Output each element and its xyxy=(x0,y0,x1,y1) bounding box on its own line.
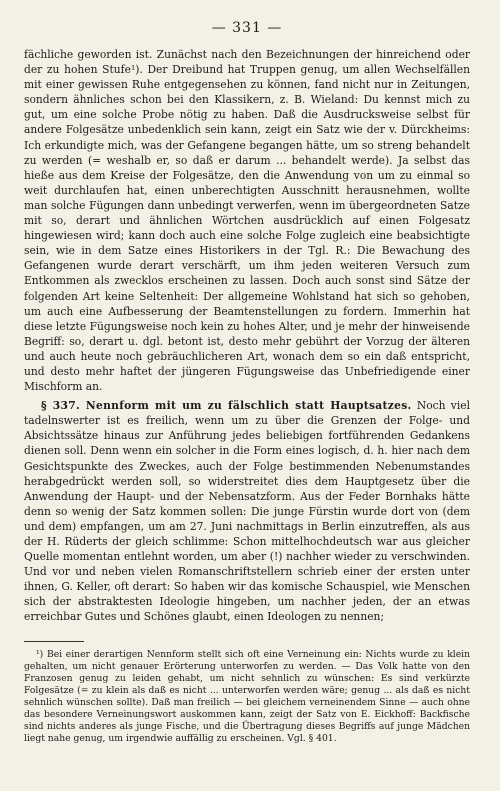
section-body: Noch viel tadelnswerter ist es freilich, wenn um zu über die Grenzen der Folge- und Absichtssätze hinaus zur Anführung jedes beliebigen fortführenden Gedankens dienen soll. Denn wenn ein solcher in die Form eines logisch, d. h. hier nach dem Gesichtspunkte des Zweckes, auch der Folge bestimmenden Nebenumstandes herabgedrückt werden soll, so widerstreitet dies dem Hauptgesetz über die Anwendung der Haupt- und der Nebensatzform. Aus der Feder Bornhaks hätte denn so wenig der Satz kommen sollen: Die junge Fürstin wurde dort von (dem und dem) empfangen, um am 27. Juni nachmittags in Berlin einzutreffen, als aus der H. Rüderts der gleich schlimme: Schon mittelhochdeutsch war aus gleicher Quelle momentan entlehnt worden, um aber (!) nachher wieder zu verschwinden. Und vor und neben vielen Romanschriftstellern schrieb einer der ersten unter ihnen, G. Keller, oft derart: So haben wir das komische Schauspiel, wie Menschen sich der abstraktesten Ideologie hingeben, um nachher jeden, der an etwas erreichbar Gutes und Schönes glaubt, einen Ideologen zu nennen; xyxy=(24,399,470,624)
footnote-divider xyxy=(24,641,84,642)
main-text xyxy=(24,47,470,625)
footnote xyxy=(24,649,470,746)
section-paragraph xyxy=(24,398,470,624)
footnote-text: ¹) Bei einer derartigen Nennform stellt sich oft eine Verneinung ein: Nichts wurde zu klein gehalten, um nicht genauer Erörterung unterworfen zu werden. — Das Volk hatte von den Franzosen genug zu leiden gehabt, um nicht sehnlich zu wünschen: Es sind verkürzte Folgesätze (= zu klein als daß es nicht ... unterworfen werden wäre; genug ... als daß es nicht sehnlich wünschen sollte). Daß man freilich — bei gleichem verneinendem Sinne — auch ohne das besondere Verneinungswort auskommen kann, zeigt der Satz von E. Eickhoff: Backfische sind nichts anderes als junge Fische, und die Übertragung dieses Begriffs auf junge Mädchen liegt nahe genug, um irgendwie auffällig zu erscheinen. Vgl. § 401. xyxy=(24,648,470,745)
section-title: § 337. Nennform mit um zu fälschlich statt Hauptsatzes. xyxy=(41,399,412,413)
paragraph-continued: fächliche geworden ist. Zunächst nach den Bezeichnungen der hinreichend oder der zu hohen Stufe¹). Der Dreibund hat Truppen genug, um allen Wechselfällen mit einer gewissen Ruhe entgegensehen zu können, fand nicht nur in Zeitungen, sondern ähnliches schon bei den Klassikern, z. B. Wieland: Du kennst mich zu gut, um eine solche Probe nötig zu haben. Daß die Ausdrucksweise selbst für andere Folgesätze unbedenklich sein kann, zeigt ein Satz wie der v. Dürckheims: Ich erkundigte mich, was der Gefangene begangen hätte, um so streng behandelt zu werden (= weshalb er, so daß er darum ... behandelt werde). Ja selbst das hieße aus dem Kreise der Folgesätze, den die Anwendung von um zu einmal so weit durchlaufen hat, einen unberechtigten Ausschnitt herausnehmen, wollte man solche Fügungen dann unbedingt verwerfen, wenn im übergeordneten Satze mit so, derart und ähnlichen Wörtchen ausdrücklich auf einen Folgesatz hingewiesen wird; kann doch auch eine solche Folge zugleich eine beabsichtigte sein, wie in dem Satze eines Historikers in der Tgl. R.: Die Bewachung des Gefangenen wurde derart verschärft, um ihm jeden weiteren Versuch zum Entkommen als zwecklos erscheinen zu lassen. Doch auch sonst sind Sätze der folgenden Art keine Seltenheit: Der allgemeine Wohlstand hat sich so gehoben, um auch eine Aufbesserung der Beamtenstellungen zu fordern. Immerhin hat diese letzte Fügungsweise noch kein zu hohes Alter, und je mehr der hinweisende Begriff: so, derart u. dgl. betont ist, desto mehr gebührt der Vorzug der älteren und auch heute noch gebräuchlicheren Art, wonach dem so ein daß entspricht, und desto mehr haftet der jüngeren Fügungsweise das Unbefriedigende einer Mischform an. xyxy=(24,48,470,394)
page-number-header: — 331 — xyxy=(211,20,283,36)
